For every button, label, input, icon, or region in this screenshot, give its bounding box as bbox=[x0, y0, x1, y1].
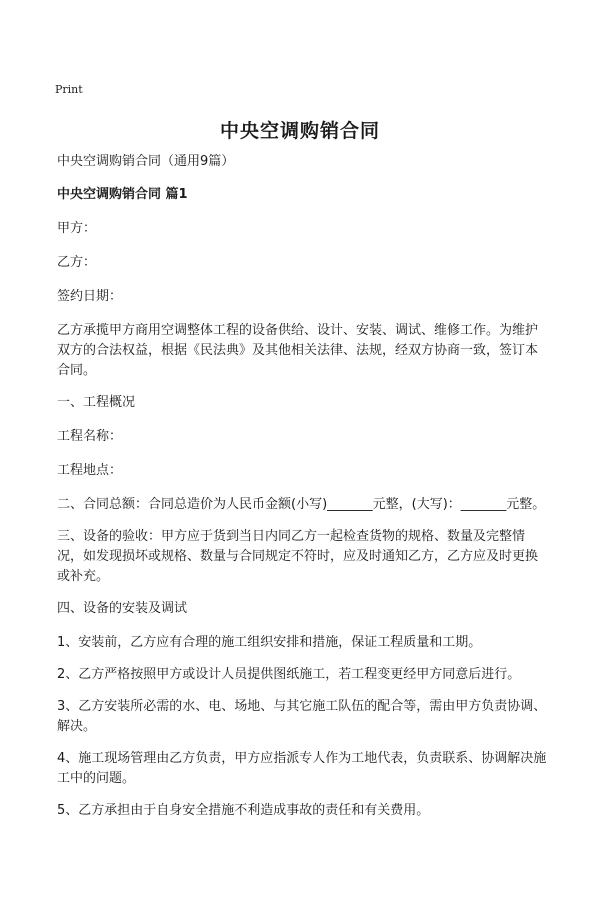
section-2-total: 二、合同总额：合同总造价为人民币金额(小写)_______元整，(大写)：_______元整。 bbox=[57, 497, 546, 512]
party-b-field: 乙方： bbox=[57, 255, 97, 270]
list-item-1: 1、安装前，乙方应有合理的施工组织安排和措施，保证工程质量和工期。 bbox=[57, 635, 482, 650]
document-subtitle: 中央空调购销合同（通用9篇） bbox=[57, 154, 235, 169]
project-name-field: 工程名称： bbox=[57, 429, 123, 444]
section-1-heading: 一、工程概况 bbox=[57, 395, 136, 410]
list-item-3: 3、乙方安装所必需的水、电、场地、与其它施工队伍的配合等，需由甲方负责协调、解决。 bbox=[57, 699, 547, 734]
section-heading: 中央空调购销合同 篇1 bbox=[57, 187, 188, 202]
section-4-heading: 四、设备的安装及调试 bbox=[57, 601, 188, 616]
list-item-4: 4、施工现场管理由乙方负责，甲方应指派专人作为工地代表，负责联系、协调解决施工中的问题。 bbox=[57, 751, 547, 786]
document-title: 中央空调购销合同 bbox=[219, 120, 380, 142]
document-body bbox=[57, 152, 547, 833]
sign-date-field: 签约日期： bbox=[57, 289, 123, 304]
section-3-acceptance: 三、设备的验收：甲方应于货到当日内同乙方一起检查货物的规格、数量及完整情况，如发现损坏或规格、数量与合同规定不符时，应及时通知乙方，乙方应及时更换或补充。 bbox=[57, 529, 539, 584]
project-site-field: 工程地点： bbox=[57, 463, 123, 478]
list-item-2: 2、乙方严格按照甲方或设计人员提供图纸施工，若工程变更经甲方同意后进行。 bbox=[57, 667, 521, 682]
intro-paragraph: 乙方承揽甲方商用空调整体工程的设备供给、设计、安装、调试、维修工作。为维护双方的合法权益，根据《民法典》及其他相关法律、法规，经双方协商一致，签订本合同。 bbox=[57, 323, 539, 378]
list-item-5: 5、乙方承担由于自身安全措施不利造成事故的责任和有关费用。 bbox=[57, 803, 430, 818]
party-a-field: 甲方： bbox=[57, 221, 97, 236]
print-label: Print bbox=[55, 83, 83, 96]
